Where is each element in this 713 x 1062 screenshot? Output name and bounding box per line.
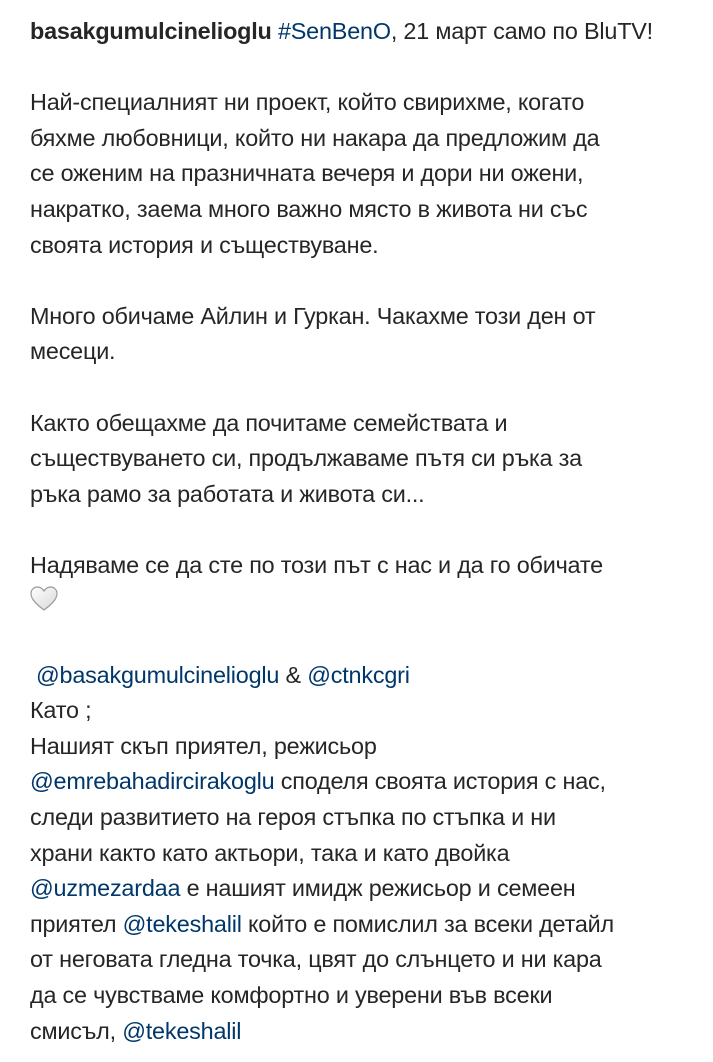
credits-line: [30, 764, 703, 800]
mention-link[interactable]: @basakgumulcinelioglu: [36, 661, 280, 688]
paragraph-1-line: накратко, заема много важно място в живота ни със: [30, 195, 588, 222]
caption-header: [30, 14, 703, 50]
white-heart-svg: [30, 586, 58, 612]
paragraph-2-line: Много обичаме Айлин и Гуркан. Чакахме този ден от: [30, 302, 596, 329]
paragraph-3-line: Както обещахме да почитаме семействата и: [30, 409, 508, 436]
credits-text: който е помислил за всеки детайл: [241, 910, 614, 937]
paragraph-gap: [30, 512, 703, 548]
credits-text: е нашият имидж режисьор и семеен: [180, 875, 576, 902]
hashtag-link[interactable]: #SenBenO: [277, 18, 391, 44]
paragraph-3-line: съществуването си, продължаваме пътя си ръка за: [30, 445, 582, 472]
mention-link[interactable]: @emrebahadircirakoglu: [30, 768, 275, 795]
credits-text: приятел: [30, 910, 123, 937]
mention-link[interactable]: @uzmezardaa: [30, 875, 181, 902]
paragraph-gap: [30, 622, 703, 658]
credits-line: Нашият скъп приятел, режисьор: [30, 732, 377, 759]
paragraph-gap: [30, 50, 703, 86]
heart-line: [30, 584, 703, 623]
credits-line: да се чувстваме комфортно и уверени във всеки: [30, 982, 553, 1009]
amp-text: &: [279, 661, 308, 688]
credits-mentions: [30, 658, 703, 694]
mention-link[interactable]: @ctnkcgri: [307, 661, 410, 688]
paragraph-gap: [30, 263, 703, 299]
credits-text: смисъл,: [30, 1017, 123, 1044]
mention-link[interactable]: @tekeshalil: [122, 910, 242, 937]
paragraph-1-line: се оженим на празничната вечеря и дори ни ожени,: [30, 160, 584, 187]
white-heart-icon: [30, 586, 58, 623]
credits-line: [30, 907, 703, 943]
username-link[interactable]: basakgumulcinelioglu: [30, 18, 272, 44]
credits-line: Като ;: [30, 697, 92, 724]
paragraph-2-line: месеци.: [30, 338, 116, 365]
paragraph-1-line: своята история и съществуване.: [30, 231, 379, 258]
credits-text: споделя своята история с нас,: [274, 768, 606, 795]
header-text: , 21 март само по BluTV!: [390, 18, 653, 44]
credits-line: [30, 1014, 703, 1050]
paragraph-1-line: бяхме любовници, който ни накара да предложим да: [30, 124, 600, 151]
paragraph-1-line: Най-специалният ни проект, който свирихме, когато: [30, 89, 585, 116]
credits-line: следи развитието на героя стъпка по стъпка и ни: [30, 804, 556, 831]
mention-link[interactable]: @tekeshalil: [122, 1017, 242, 1044]
paragraph-4-line: Надяваме се да сте по този път с нас и да го обичате: [30, 551, 603, 578]
credits-line: от неговата гледна точка, цвят до слънцето и ни кара: [30, 946, 602, 973]
paragraph-gap: [30, 370, 703, 406]
paragraph-3-line: ръка рамо за работата и живота си...: [30, 480, 425, 507]
credits-line: [30, 871, 703, 907]
credits-line: храни както като актьори, така и като двойка: [30, 839, 510, 866]
